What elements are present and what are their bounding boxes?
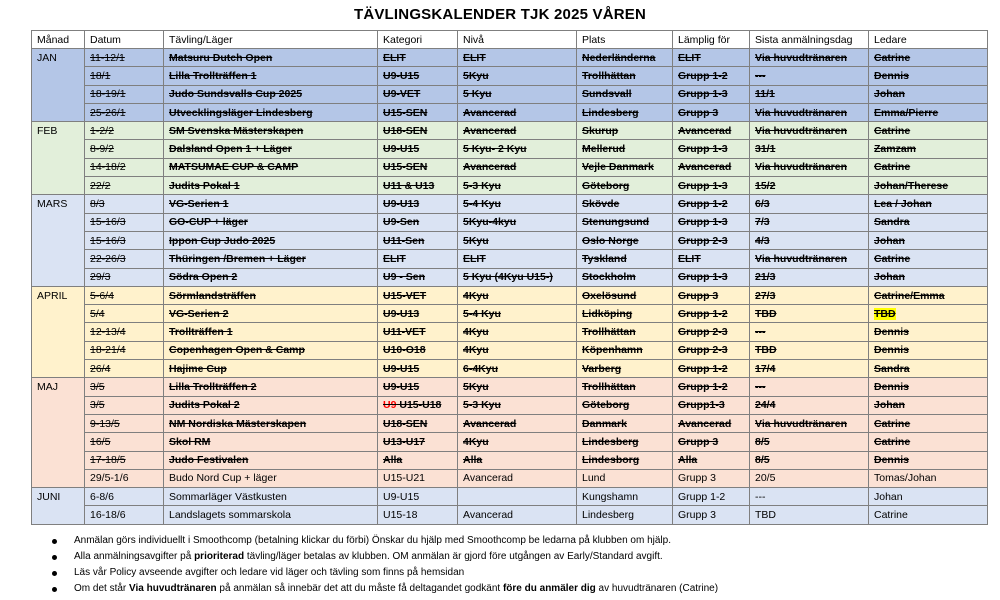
note-item bbox=[52, 533, 718, 549]
place-cell: Köpenhamn bbox=[577, 341, 673, 359]
level-cell: Avancerad bbox=[458, 158, 577, 176]
leader-cell: Dennis bbox=[869, 341, 988, 359]
level-cell: Avancerad bbox=[458, 506, 577, 524]
level-cell: 5Kyu-4kyu bbox=[458, 213, 577, 231]
table-row bbox=[32, 433, 988, 451]
leader-cell: Catrine bbox=[869, 433, 988, 451]
date-cell: 29/5-1/6 bbox=[85, 469, 164, 487]
date-cell: 18-19/1 bbox=[85, 85, 164, 103]
level-cell: 5Kyu bbox=[458, 378, 577, 396]
event-cell: Dalsland Open 1 + Läger bbox=[164, 140, 378, 158]
category-cell: ELIT bbox=[378, 49, 458, 67]
level-cell: 4Kyu bbox=[458, 323, 577, 341]
category-cell: U11-Sen bbox=[378, 231, 458, 249]
event-cell: MATSUMAE CUP & CAMP bbox=[164, 158, 378, 176]
table-row bbox=[32, 341, 988, 359]
leader-cell: Johan bbox=[869, 85, 988, 103]
place-cell: Lidköping bbox=[577, 305, 673, 323]
level-cell: Avancerad bbox=[458, 122, 577, 140]
deadline-cell: 31/1 bbox=[750, 140, 869, 158]
deadline-cell: 8/5 bbox=[750, 451, 869, 469]
suitable-cell: Grupp1-3 bbox=[673, 396, 750, 414]
month-cell: FEB bbox=[32, 122, 85, 195]
level-cell: 5 Kyu (4Kyu U15-) bbox=[458, 268, 577, 286]
event-cell: Matsuru Dutch Open bbox=[164, 49, 378, 67]
date-cell: 3/5 bbox=[85, 396, 164, 414]
table-row bbox=[32, 67, 988, 85]
place-cell: Skurup bbox=[577, 122, 673, 140]
deadline-cell: 4/3 bbox=[750, 231, 869, 249]
leader-cell: Sandra bbox=[869, 360, 988, 378]
deadline-cell: 8/5 bbox=[750, 433, 869, 451]
leader-cell: Johan bbox=[869, 231, 988, 249]
place-cell: Lindesberg bbox=[577, 506, 673, 524]
header-category: Kategori bbox=[378, 31, 458, 49]
event-cell: Ippon Cup Judo 2025 bbox=[164, 231, 378, 249]
note-text: av huvudtränaren (Catrine) bbox=[595, 583, 719, 594]
deadline-cell: 27/3 bbox=[750, 286, 869, 304]
date-cell: 14-18/2 bbox=[85, 158, 164, 176]
place-cell: Lindesborg bbox=[577, 451, 673, 469]
suitable-cell: Grupp 2-3 bbox=[673, 231, 750, 249]
table-row bbox=[32, 323, 988, 341]
place-cell: Trollhättan bbox=[577, 67, 673, 85]
date-cell: 29/3 bbox=[85, 268, 164, 286]
level-cell: 5Kyu bbox=[458, 67, 577, 85]
level-cell: 5-4 Kyu bbox=[458, 195, 577, 213]
event-cell: Copenhagen Open & Camp bbox=[164, 341, 378, 359]
place-cell: Lindesberg bbox=[577, 433, 673, 451]
event-cell: GO-CUP + läger bbox=[164, 213, 378, 231]
category-cell: Alla bbox=[378, 451, 458, 469]
table-row bbox=[32, 195, 988, 213]
deadline-cell: 7/3 bbox=[750, 213, 869, 231]
notes-list bbox=[52, 533, 718, 597]
suitable-cell: Grupp 1-3 bbox=[673, 177, 750, 195]
table-row bbox=[32, 213, 988, 231]
place-cell: Stockholm bbox=[577, 268, 673, 286]
month-cell: MARS bbox=[32, 195, 85, 286]
note-text: på anmälan så innebär det att du måste få deltagandet godkänt bbox=[216, 583, 503, 594]
table-row bbox=[32, 451, 988, 469]
event-cell: Judo Festivalen bbox=[164, 451, 378, 469]
place-cell: Varberg bbox=[577, 360, 673, 378]
date-cell: 9-13/5 bbox=[85, 414, 164, 432]
suitable-cell: Grupp 2-3 bbox=[673, 341, 750, 359]
deadline-cell: --- bbox=[750, 488, 869, 506]
leader-cell: Catrine/Emma bbox=[869, 286, 988, 304]
leader-cell: Catrine bbox=[869, 158, 988, 176]
level-cell: 6-4Kyu bbox=[458, 360, 577, 378]
month-cell: APRIL bbox=[32, 286, 85, 377]
leader-cell: Johan bbox=[869, 488, 988, 506]
level-cell: Avancerad bbox=[458, 103, 577, 121]
table-row bbox=[32, 469, 988, 487]
deadline-cell: 15/2 bbox=[750, 177, 869, 195]
place-cell: Trollhättan bbox=[577, 323, 673, 341]
suitable-cell: Grupp 3 bbox=[673, 433, 750, 451]
event-cell: SM Svenska Mästerskapen bbox=[164, 122, 378, 140]
place-cell: Oxelösund bbox=[577, 286, 673, 304]
table-row bbox=[32, 250, 988, 268]
level-cell: ELIT bbox=[458, 49, 577, 67]
category-cell: U9-VET bbox=[378, 85, 458, 103]
leader-cell: Zamzam bbox=[869, 140, 988, 158]
suitable-cell: Grupp 1-2 bbox=[673, 488, 750, 506]
category-cell: U10-O18 bbox=[378, 341, 458, 359]
table-row bbox=[32, 286, 988, 304]
category-cell: U9-U13 bbox=[378, 305, 458, 323]
note-item bbox=[52, 549, 718, 565]
table-row bbox=[32, 268, 988, 286]
note-item bbox=[52, 581, 718, 597]
leader-cell: Catrine bbox=[869, 250, 988, 268]
deadline-cell: --- bbox=[750, 323, 869, 341]
suitable-cell: Grupp 1-2 bbox=[673, 195, 750, 213]
category-cell: U9-U15 bbox=[378, 488, 458, 506]
suitable-cell: Grupp 1-2 bbox=[673, 305, 750, 323]
leader-cell: Dennis bbox=[869, 323, 988, 341]
level-cell: 4Kyu bbox=[458, 286, 577, 304]
month-cell: JAN bbox=[32, 49, 85, 122]
note-bold-text: prioriterad bbox=[194, 551, 245, 562]
leader-cell: Emma/Pierre bbox=[869, 103, 988, 121]
place-cell: Göteborg bbox=[577, 396, 673, 414]
deadline-cell: 6/3 bbox=[750, 195, 869, 213]
category-cell: U11-VET bbox=[378, 323, 458, 341]
leader-cell: Johan/Therese bbox=[869, 177, 988, 195]
date-cell: 18/1 bbox=[85, 67, 164, 85]
suitable-cell: Grupp 1-3 bbox=[673, 85, 750, 103]
page-title: TÄVLINGSKALENDER TJK 2025 VÅREN bbox=[353, 6, 647, 23]
level-cell: Avancerad bbox=[458, 414, 577, 432]
event-cell: Budo Nord Cup + läger bbox=[164, 469, 378, 487]
place-cell: Danmark bbox=[577, 414, 673, 432]
deadline-cell: 24/4 bbox=[750, 396, 869, 414]
suitable-cell: Grupp 1-2 bbox=[673, 67, 750, 85]
bullet-icon bbox=[52, 587, 57, 592]
leader-cell: Catrine bbox=[869, 414, 988, 432]
category-red-text: U9 bbox=[383, 399, 397, 412]
note-item bbox=[52, 565, 718, 581]
category-cell: U9-U15 bbox=[378, 378, 458, 396]
place-cell: Lund bbox=[577, 469, 673, 487]
event-cell: Judits Pokal 2 bbox=[164, 396, 378, 414]
leader-cell: Tomas/Johan bbox=[869, 469, 988, 487]
level-cell: 4Kyu bbox=[458, 433, 577, 451]
suitable-cell: Grupp 1-2 bbox=[673, 378, 750, 396]
bullet-icon bbox=[52, 571, 57, 576]
suitable-cell: Avancerad bbox=[673, 414, 750, 432]
table-row bbox=[32, 305, 988, 323]
month-cell: JUNI bbox=[32, 488, 85, 525]
table-row bbox=[32, 488, 988, 506]
date-cell: 26/4 bbox=[85, 360, 164, 378]
suitable-cell: Grupp 1-3 bbox=[673, 268, 750, 286]
event-cell: Skol RM bbox=[164, 433, 378, 451]
leader-cell bbox=[869, 305, 988, 323]
level-cell: 5 Kyu bbox=[458, 85, 577, 103]
date-cell: 11-12/1 bbox=[85, 49, 164, 67]
category-cell: U9-U15 bbox=[378, 140, 458, 158]
category-cell bbox=[378, 396, 458, 414]
table-row bbox=[32, 122, 988, 140]
level-cell: 5 Kyu- 2 Kyu bbox=[458, 140, 577, 158]
table-row bbox=[32, 231, 988, 249]
event-cell: VG-Serien 2 bbox=[164, 305, 378, 323]
table-row bbox=[32, 103, 988, 121]
date-cell: 6-8/6 bbox=[85, 488, 164, 506]
date-cell: 8/3 bbox=[85, 195, 164, 213]
category-cell: U9-U15 bbox=[378, 360, 458, 378]
place-cell: Nederländerna bbox=[577, 49, 673, 67]
date-cell: 17-18/5 bbox=[85, 451, 164, 469]
date-cell: 16-18/6 bbox=[85, 506, 164, 524]
level-cell: ELIT bbox=[458, 250, 577, 268]
suitable-cell: Grupp 1-3 bbox=[673, 140, 750, 158]
deadline-cell: Via huvudtränaren bbox=[750, 103, 869, 121]
suitable-cell: Grupp 3 bbox=[673, 103, 750, 121]
category-cell: U15-SEN bbox=[378, 158, 458, 176]
category-cell: U18-SEN bbox=[378, 414, 458, 432]
event-cell: Sommarläger Västkusten bbox=[164, 488, 378, 506]
category-cell: ELIT bbox=[378, 250, 458, 268]
deadline-cell: Via huvudtränaren bbox=[750, 49, 869, 67]
level-cell: 5-3 Kyu bbox=[458, 396, 577, 414]
event-cell: Hajime Cup bbox=[164, 360, 378, 378]
event-cell: Judits Pokal 1 bbox=[164, 177, 378, 195]
deadline-cell: TBD bbox=[750, 341, 869, 359]
deadline-cell: 11/1 bbox=[750, 85, 869, 103]
date-cell: 18-21/4 bbox=[85, 341, 164, 359]
event-cell: Landslagets sommarskola bbox=[164, 506, 378, 524]
place-cell: Kungshamn bbox=[577, 488, 673, 506]
header-suitable: Lämplig för bbox=[673, 31, 750, 49]
level-cell: 5Kyu bbox=[458, 231, 577, 249]
deadline-cell: 21/3 bbox=[750, 268, 869, 286]
date-cell: 16/5 bbox=[85, 433, 164, 451]
note-bold-text: Via huvudtränaren bbox=[129, 583, 217, 594]
date-cell: 1-2/2 bbox=[85, 122, 164, 140]
place-cell: Tyskland bbox=[577, 250, 673, 268]
header-date: Datum bbox=[85, 31, 164, 49]
table-row bbox=[32, 506, 988, 524]
deadline-cell: 17/4 bbox=[750, 360, 869, 378]
deadline-cell: --- bbox=[750, 378, 869, 396]
table-row bbox=[32, 396, 988, 414]
category-text: U15-U18 bbox=[396, 399, 442, 412]
suitable-cell: Avancerad bbox=[673, 122, 750, 140]
header-event: Tävling/Läger bbox=[164, 31, 378, 49]
date-cell: 22-26/3 bbox=[85, 250, 164, 268]
note-text: Alla anmälningsavgifter på bbox=[74, 551, 195, 562]
place-cell: Göteborg bbox=[577, 177, 673, 195]
place-cell: Stenungsund bbox=[577, 213, 673, 231]
deadline-cell: Via huvudtränaren bbox=[750, 250, 869, 268]
table-row bbox=[32, 85, 988, 103]
event-cell: Trollträffen 1 bbox=[164, 323, 378, 341]
leader-cell: Dennis bbox=[869, 378, 988, 396]
deadline-cell: Via huvudtränaren bbox=[750, 414, 869, 432]
suitable-cell: Grupp 1-2 bbox=[673, 360, 750, 378]
header-deadline: Sista anmälningsdag bbox=[750, 31, 869, 49]
deadline-cell: TBD bbox=[750, 506, 869, 524]
date-cell: 12-13/4 bbox=[85, 323, 164, 341]
date-cell: 3/5 bbox=[85, 378, 164, 396]
bullet-icon bbox=[52, 555, 57, 560]
leader-cell: Johan bbox=[869, 396, 988, 414]
table-row bbox=[32, 360, 988, 378]
table-row bbox=[32, 378, 988, 396]
note-text: Läs vår Policy avseende avgifter och ledare vid läger och tävling som finns på hemsidan bbox=[74, 567, 465, 578]
table-row bbox=[32, 140, 988, 158]
deadline-cell: TBD bbox=[750, 305, 869, 323]
event-cell: Lilla Trollträffen 1 bbox=[164, 67, 378, 85]
event-cell: Judo Sundsvalls Cup 2025 bbox=[164, 85, 378, 103]
date-cell: 5/4 bbox=[85, 305, 164, 323]
date-cell: 5-6/4 bbox=[85, 286, 164, 304]
category-cell: U15-SEN bbox=[378, 103, 458, 121]
place-cell: Oslo Norge bbox=[577, 231, 673, 249]
suitable-cell: Grupp 3 bbox=[673, 286, 750, 304]
event-cell: Lilla Trollträffen 2 bbox=[164, 378, 378, 396]
calendar-table bbox=[31, 30, 988, 525]
place-cell: Skövde bbox=[577, 195, 673, 213]
event-cell: Thüringen /Bremen + Läger bbox=[164, 250, 378, 268]
category-cell: U13-U17 bbox=[378, 433, 458, 451]
category-cell: U9 - Sen bbox=[378, 268, 458, 286]
table-row bbox=[32, 158, 988, 176]
table-row bbox=[32, 177, 988, 195]
category-cell: U9-U13 bbox=[378, 195, 458, 213]
place-cell: Sundsvall bbox=[577, 85, 673, 103]
category-cell: U11 & U13 bbox=[378, 177, 458, 195]
leader-cell: Sandra bbox=[869, 213, 988, 231]
deadline-cell: --- bbox=[750, 67, 869, 85]
category-cell: U9-U15 bbox=[378, 67, 458, 85]
date-cell: 15-16/3 bbox=[85, 213, 164, 231]
category-cell: U15-18 bbox=[378, 506, 458, 524]
date-cell: 25-26/1 bbox=[85, 103, 164, 121]
leader-cell: Johan bbox=[869, 268, 988, 286]
event-cell: VG-Serien 1 bbox=[164, 195, 378, 213]
suitable-cell: ELIT bbox=[673, 250, 750, 268]
event-cell: Sörmlandsträffen bbox=[164, 286, 378, 304]
bullet-icon bbox=[52, 539, 57, 544]
level-cell: 5-4 Kyu bbox=[458, 305, 577, 323]
note-text: tävling/läger betalas av klubben. OM anmälan är gjord före utgången av Early/Standard avgift. bbox=[244, 551, 663, 562]
suitable-cell: Grupp 3 bbox=[673, 469, 750, 487]
deadline-cell: Via huvudtränaren bbox=[750, 122, 869, 140]
suitable-cell: Avancerad bbox=[673, 158, 750, 176]
deadline-cell: Via huvudtränaren bbox=[750, 158, 869, 176]
event-cell: NM Nordiska Mästerskapen bbox=[164, 414, 378, 432]
date-cell: 8-9/2 bbox=[85, 140, 164, 158]
category-cell: U18-SEN bbox=[378, 122, 458, 140]
level-cell bbox=[458, 488, 577, 506]
place-cell: Mellerud bbox=[577, 140, 673, 158]
date-cell: 22/2 bbox=[85, 177, 164, 195]
header-level: Nivå bbox=[458, 31, 577, 49]
suitable-cell: ELIT bbox=[673, 49, 750, 67]
table-row bbox=[32, 414, 988, 432]
header-month: Månad bbox=[32, 31, 85, 49]
table-row bbox=[32, 49, 988, 67]
place-cell: Vejle Danmark bbox=[577, 158, 673, 176]
note-bold-text: före du anmäler dig bbox=[502, 583, 596, 594]
month-cell: MAJ bbox=[32, 378, 85, 488]
event-cell: Utvecklingsläger Lindesberg bbox=[164, 103, 378, 121]
suitable-cell: Alla bbox=[673, 451, 750, 469]
note-text: Om det står bbox=[74, 583, 130, 594]
level-cell: 4Kyu bbox=[458, 341, 577, 359]
suitable-cell: Grupp 2-3 bbox=[673, 323, 750, 341]
category-cell: U15-VET bbox=[378, 286, 458, 304]
level-cell: 5-3 Kyu bbox=[458, 177, 577, 195]
event-cell: Södra Open 2 bbox=[164, 268, 378, 286]
leader-cell: Dennis bbox=[869, 67, 988, 85]
header-place: Plats bbox=[577, 31, 673, 49]
leader-cell: Catrine bbox=[869, 122, 988, 140]
leader-cell: Catrine bbox=[869, 49, 988, 67]
level-cell: Avancerad bbox=[458, 469, 577, 487]
category-cell: U15-U21 bbox=[378, 469, 458, 487]
deadline-cell: 20/5 bbox=[750, 469, 869, 487]
place-cell: Lindesberg bbox=[577, 103, 673, 121]
leader-cell: Lea / Johan bbox=[869, 195, 988, 213]
tbd-highlight: TBD bbox=[874, 307, 896, 320]
date-cell: 15-16/3 bbox=[85, 231, 164, 249]
level-cell: Alla bbox=[458, 451, 577, 469]
header-leader: Ledare bbox=[869, 31, 988, 49]
header-row bbox=[32, 31, 988, 49]
note-text: Anmälan görs individuellt i Smoothcomp (betalning klickar du förbi) Önskar du hjälp med Smoothcomp be ledarna på klubben om hjälp. bbox=[74, 535, 671, 546]
leader-cell: Dennis bbox=[869, 451, 988, 469]
leader-cell: Catrine bbox=[869, 506, 988, 524]
suitable-cell: Grupp 1-3 bbox=[673, 213, 750, 231]
place-cell: Trollhättan bbox=[577, 378, 673, 396]
suitable-cell: Grupp 3 bbox=[673, 506, 750, 524]
category-cell: U9-Sen bbox=[378, 213, 458, 231]
